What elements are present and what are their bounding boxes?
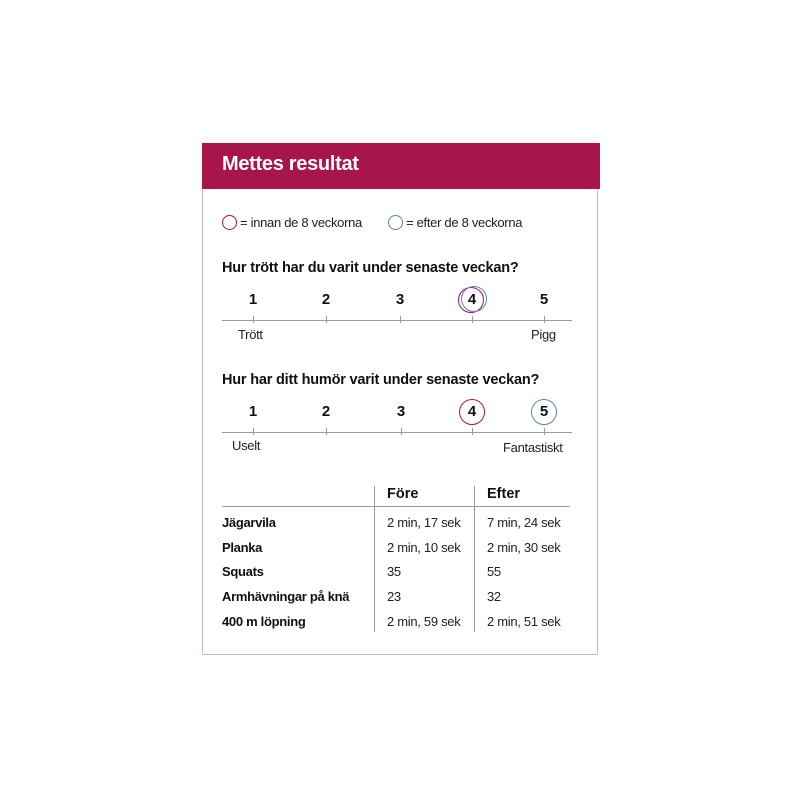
q1-tick bbox=[253, 316, 254, 323]
q1-tick bbox=[326, 316, 327, 323]
row-before-value: 2 min, 10 sek bbox=[387, 540, 461, 555]
q2-high-label: Fantastiskt bbox=[503, 440, 563, 455]
q2-tick bbox=[253, 428, 254, 435]
q1-tick bbox=[472, 316, 473, 323]
q1-number-5: 5 bbox=[539, 291, 549, 308]
row-label: Planka bbox=[222, 540, 263, 555]
table-header-divider bbox=[222, 506, 570, 507]
q2-low-label: Uselt bbox=[232, 438, 261, 453]
q2-number-1: 1 bbox=[248, 403, 258, 420]
q1-number-3: 3 bbox=[395, 291, 405, 308]
row-after-value: 2 min, 30 sek bbox=[487, 540, 561, 555]
column-header-after: Efter bbox=[487, 486, 521, 502]
column-header-before: Före bbox=[387, 486, 419, 502]
row-before-value: 2 min, 17 sek bbox=[387, 515, 461, 530]
q2-number-3: 3 bbox=[396, 403, 406, 420]
q1-number-4: 4 bbox=[467, 291, 477, 308]
q1-high-label: Pigg bbox=[531, 327, 556, 342]
row-before-value: 2 min, 59 sek bbox=[387, 614, 461, 629]
row-before-value: 23 bbox=[387, 589, 401, 604]
legend-before-label: = innan de 8 veckorna bbox=[240, 215, 362, 230]
row-before-value: 35 bbox=[387, 564, 401, 579]
row-label: Armhävningar på knä bbox=[222, 589, 350, 604]
q2-tick bbox=[401, 428, 402, 435]
card-header bbox=[202, 143, 600, 189]
q2-scale-line bbox=[222, 432, 572, 433]
legend-before bbox=[222, 215, 362, 230]
after-circle-icon bbox=[388, 215, 403, 230]
row-after-value: 7 min, 24 sek bbox=[487, 515, 561, 530]
question-mood: Hur har ditt humör varit under senaste veckan? bbox=[222, 372, 540, 388]
legend-after bbox=[388, 215, 522, 230]
row-after-value: 2 min, 51 sek bbox=[487, 614, 561, 629]
table-column-divider bbox=[474, 486, 475, 632]
q2-number-4: 4 bbox=[467, 403, 477, 420]
row-label: 400 m löpning bbox=[222, 614, 306, 629]
q1-number-2: 2 bbox=[321, 291, 331, 308]
table-column-divider bbox=[374, 486, 375, 632]
row-after-value: 32 bbox=[487, 589, 501, 604]
q2-number-2: 2 bbox=[321, 403, 331, 420]
results-card bbox=[202, 143, 598, 655]
q1-tick bbox=[400, 316, 401, 323]
q2-number-5: 5 bbox=[539, 403, 549, 420]
row-after-value: 55 bbox=[487, 564, 501, 579]
q2-tick bbox=[472, 428, 473, 435]
q1-number-1: 1 bbox=[248, 291, 258, 308]
q1-tick bbox=[544, 316, 545, 323]
row-label: Jägarvila bbox=[222, 515, 276, 530]
q2-tick bbox=[326, 428, 327, 435]
before-circle-icon bbox=[222, 215, 237, 230]
card-title: Mettes resultat bbox=[222, 153, 359, 175]
question-tiredness: Hur trött har du varit under senaste veckan? bbox=[222, 260, 519, 276]
q1-low-label: Trött bbox=[238, 327, 263, 342]
legend-after-label: = efter de 8 veckorna bbox=[406, 215, 523, 230]
q2-tick bbox=[544, 428, 545, 435]
q1-scale-line bbox=[222, 320, 572, 321]
row-label: Squats bbox=[222, 564, 264, 579]
